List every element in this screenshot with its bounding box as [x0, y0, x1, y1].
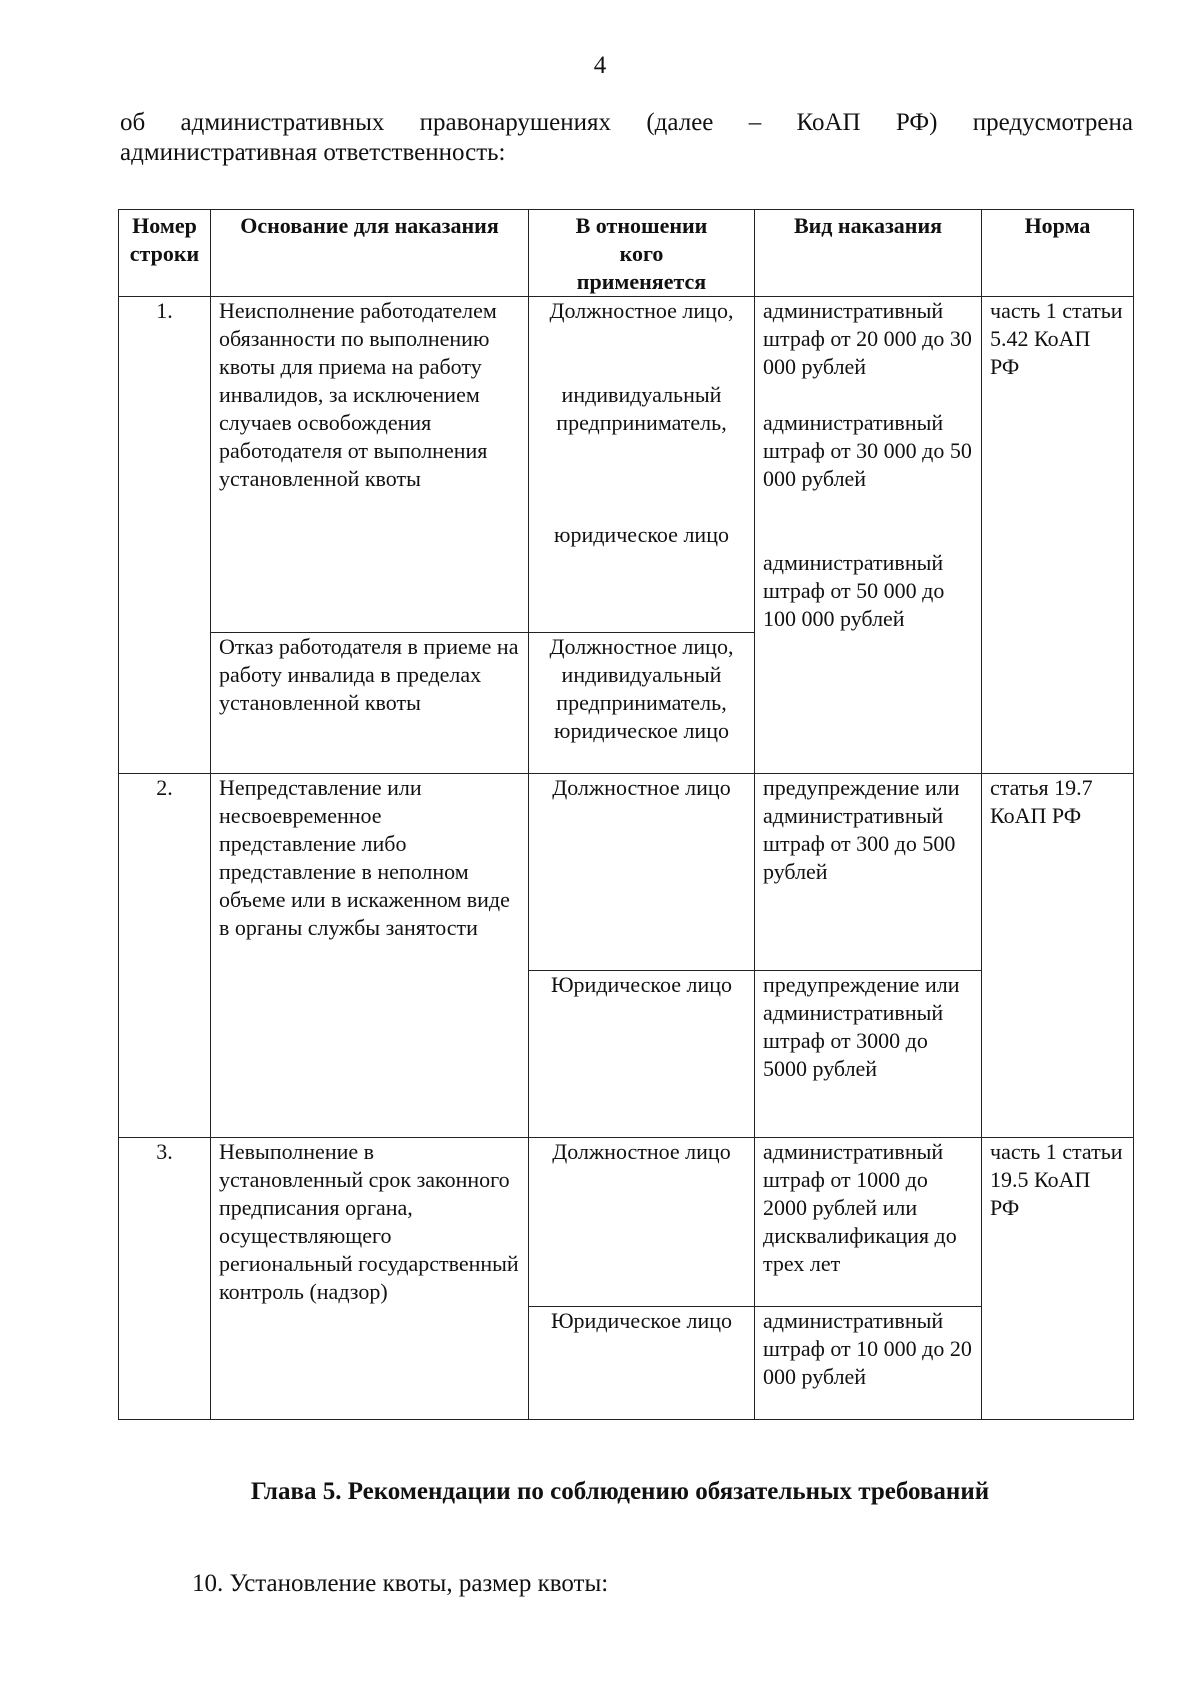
subject-text: юридическое лицо — [554, 522, 729, 547]
table-row — [119, 297, 1134, 633]
numbered-point: 10. Установление квоты, размер квоты: — [192, 1570, 609, 1597]
subject-text: Должностное лицо, — [549, 298, 734, 323]
subject-cell: Должностное лицо, индивидуальный предприниматель, юридическое лицо — [529, 633, 755, 774]
header-penalty: Вид наказания — [755, 210, 982, 297]
intro-paragraph — [120, 108, 1133, 168]
norm-cell: часть 1 статьи 5.42 КоАП РФ — [982, 297, 1134, 774]
page-number: 4 — [593, 52, 607, 79]
header-subject: В отношении кого применяется — [529, 210, 755, 297]
penalty-cell: административный штраф от 1000 до 2000 рублей или дисквалификация до трех лет — [755, 1138, 982, 1307]
chapter-heading: Глава 5. Рекомендации по соблюдению обязательных требований — [250, 1478, 990, 1505]
header-num: Номер строки — [119, 210, 211, 297]
basis-cell: Невыполнение в установленный срок законного предписания органа, осуществляющего региональный государственный контроль (надзор) — [211, 1138, 529, 1420]
subject-cell: Должностное лицо — [529, 774, 755, 971]
row-number: 3. — [119, 1138, 211, 1420]
penalty-cell: предупреждение или административный штраф от 3000 до 5000 рублей — [755, 971, 982, 1138]
subject-cell: Юридическое лицо — [529, 971, 755, 1138]
table-row — [119, 1138, 1134, 1307]
penalty-text: административный штраф от 30 000 до 50 000 рублей — [763, 410, 972, 491]
table-row — [119, 774, 1134, 971]
penalty-cell: административный штраф от 10 000 до 20 000 рублей — [755, 1307, 982, 1420]
penalty-text: административный штраф от 50 000 до 100 000 рублей — [763, 550, 945, 631]
intro-line-2: административная ответственность: — [120, 139, 506, 166]
penalty-cell: предупреждение или административный штраф от 300 до 500 рублей — [755, 774, 982, 971]
norm-cell: часть 1 статьи 19.5 КоАП РФ — [982, 1138, 1134, 1420]
table-header-row — [119, 210, 1134, 297]
header-basis: Основание для наказания — [211, 210, 529, 297]
subject-cell: Юридическое лицо — [529, 1307, 755, 1420]
norm-cell: статья 19.7 КоАП РФ — [982, 774, 1134, 1138]
row-number: 2. — [119, 774, 211, 1138]
header-norm: Норма — [982, 210, 1134, 297]
subject-cell: Должностное лицо — [529, 1138, 755, 1307]
penalty-text: административный штраф от 20 000 до 30 000 рублей — [763, 298, 972, 379]
basis-cell: Неисполнение работодателем обязанности по выполнению квоты для приема на работу инвалидов, за исключением случаев освобождения работодателя от выполнения установленной квоты — [211, 297, 529, 633]
basis-cell: Непредставление или несвоевременное представление либо представление в неполном объеме или в искаженном виде в органы службы занятости — [211, 774, 529, 1138]
subject-cell — [529, 297, 755, 633]
intro-line-1: об административных правонарушениях (далее – КоАП РФ) предусмотрена — [120, 109, 1133, 136]
penalties-table — [118, 209, 1134, 1420]
penalty-cell — [755, 297, 982, 774]
basis-cell: Отказ работодателя в приеме на работу инвалида в пределах установленной квоты — [211, 633, 529, 774]
subject-text: индивидуальный предприниматель, — [556, 382, 727, 435]
row-number: 1. — [119, 297, 211, 774]
